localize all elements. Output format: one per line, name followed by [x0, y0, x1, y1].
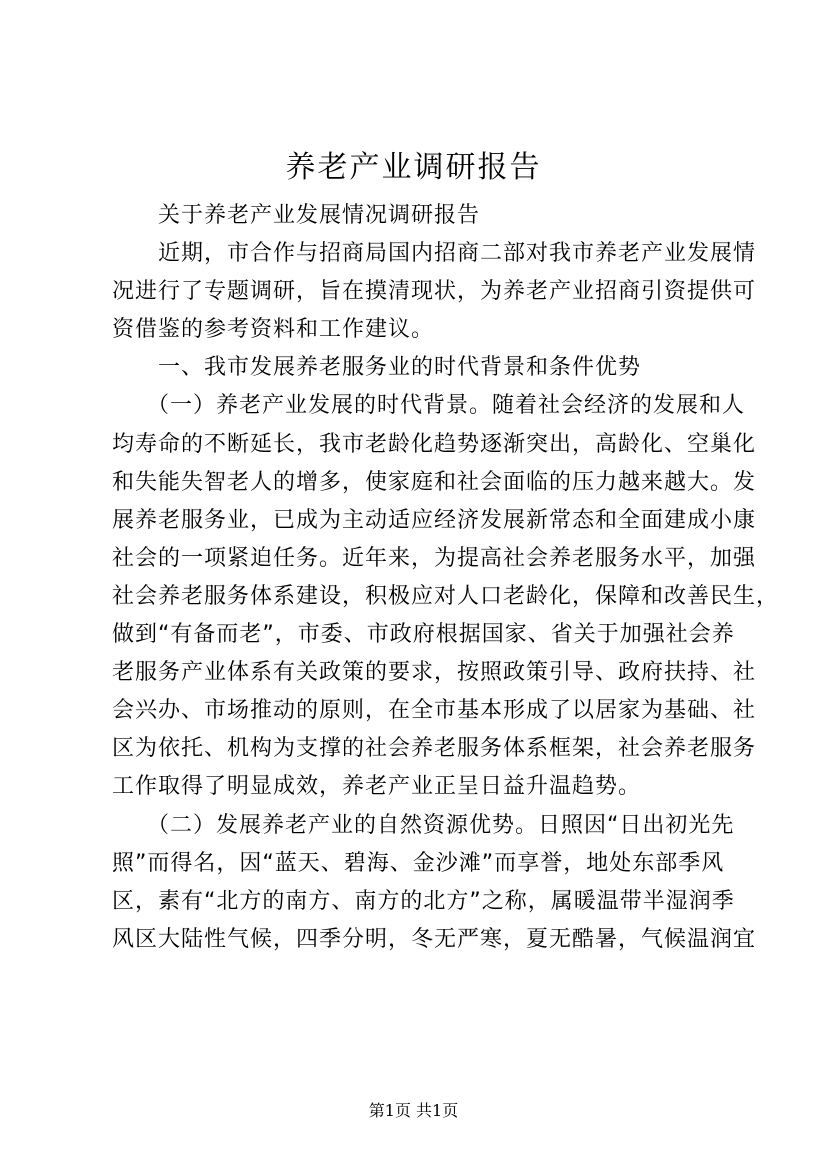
body-line: 均寿命的不断延长，我市老龄化趋势逐渐突出，高龄化、空巢化 [112, 431, 757, 457]
body-line: 近期，市合作与招商局国内招商二部对我市养老产业发展情 [112, 241, 757, 267]
document-body [112, 197, 780, 959]
body-line: 区，素有“北方的南方、南方的北方”之称，属暖温带半湿润季 [112, 888, 735, 914]
body-line: 况进行了专题调研，旨在摸清现状，为养老产业招商引资提供可 [112, 279, 757, 305]
body-line: 展养老服务业，已成为主动适应经济发展新常态和全面建成小康 [112, 507, 757, 533]
body-line: 做到“有备而老”，市委、市政府根据国家、省关于加强社会养 [112, 622, 735, 648]
body-line: 社会养老服务体系建设，积极应对人口老龄化，保障和改善民生， [112, 583, 780, 609]
body-line: 区为依托、机构为支撑的社会养老服务体系框架，社会养老服务 [112, 736, 757, 762]
body-line: 资借鉴的参考资料和工作建议。 [112, 317, 435, 343]
body-line: 会兴办、市场推动的原则，在全市基本形成了以居家为基础、社 [112, 698, 757, 724]
body-line: 关于养老产业发展情况调研报告 [112, 203, 481, 228]
body-line: 老服务产业体系有关政策的要求，按照政策引导、政府扶持、社 [112, 660, 757, 686]
page-footer: 第1页 共1页 [368, 1101, 459, 1120]
body-line: 一、我市发展养老服务业的时代背景和条件优势 [112, 355, 642, 381]
body-line: （一）养老产业发展的时代背景。随着社会经济的发展和人 [112, 393, 746, 419]
body-line: 风区大陆性气候，四季分明，冬无严寒，夏无酷暑，气候温润宜 [112, 926, 757, 952]
body-line: （二）发展养老产业的自然资源优势。日照因“日出初光先 [112, 812, 735, 838]
body-line: 和失能失智老人的增多，使家庭和社会面临的压力越来越大。发 [112, 469, 757, 495]
body-line: 照”而得名，因“蓝天、碧海、金沙滩”而享誉，地处东部季风 [112, 850, 725, 876]
body-line: 社会的一项紧迫任务。近年来，为提高社会养老服务水平，加强 [112, 545, 757, 571]
body-line: 工作取得了明显成效，养老产业正呈日益升温趋势。 [112, 774, 642, 800]
document-title: 养老产业调研报告 [285, 150, 542, 185]
